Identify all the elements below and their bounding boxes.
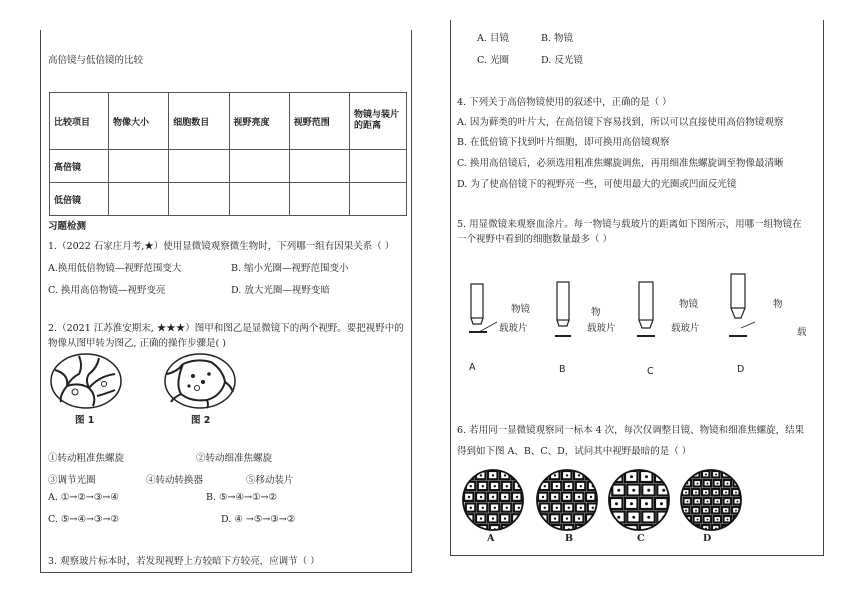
table-row: [50, 183, 407, 216]
table-header: 比较项目: [50, 93, 109, 150]
q2-step-4: ④转动转换器: [146, 475, 204, 486]
section-title: 习题检测: [48, 221, 87, 232]
q4-stem: 4. 下列关于高倍物镜使用的叙述中，正确的是（ ）: [457, 97, 672, 108]
q2-step-1: ①转动粗准焦螺旋: [48, 453, 125, 464]
q3-option-c: C. 光圈: [477, 55, 509, 66]
q5-stem-line2: 一个视野中看到的细胞数量最多（ ）: [457, 234, 613, 245]
comparison-title: 高倍镜与低倍镜的比较: [48, 55, 144, 66]
q2-step-3: ③调节光圈: [48, 475, 96, 486]
q4-option-c: C. 换用高倍镜后，必须选用粗准焦螺旋调焦，再用细准焦螺旋调至物像最清晰: [457, 158, 784, 169]
q2-step-5: ⑤移动装片: [246, 475, 294, 486]
q2-stem-line1: 2.（2021 江苏淮安期末, ★★★）图甲和图乙是显微镜下的两个视野。要把视野中的: [48, 323, 404, 334]
q1-stem: 1.（2022 石家庄月考,★）使用显微镜观察微生物时，下列哪一组有因果关系（ ）: [48, 241, 395, 252]
left-page: [40, 30, 412, 573]
table-header: 物像大小: [109, 93, 169, 150]
q2-option-c: C. ⑤→④→③→②: [48, 514, 119, 525]
figure-1-image: [49, 352, 123, 410]
row-label: 低倍镜: [50, 183, 109, 216]
table-row: [50, 150, 407, 183]
q6-stem-line1: 6. 若用同一显微镜观察同一标本 4 次，每次仅调整目镜、物镜和细准焦螺旋，结果: [457, 425, 805, 436]
fov-c-letter: C: [637, 533, 645, 544]
table-header: 物镜与装片的距离: [350, 93, 407, 150]
table-header: 细胞数目: [169, 93, 229, 150]
q3-option-d: D. 反光镜: [541, 55, 583, 66]
table-header: 视野范围: [289, 93, 349, 150]
q3-option-b: B. 物镜: [541, 33, 574, 44]
figure-2-caption: 图 2: [191, 415, 211, 426]
row-label: 高倍镜: [50, 150, 109, 183]
q1-option-a: A.换用低倍物镜—视野范围变大: [48, 263, 182, 274]
objective-c-letter: C: [647, 366, 654, 377]
q2-option-a: A. ①→②→③→④: [48, 492, 119, 503]
slide-c-label: 载玻片: [671, 323, 700, 334]
right-page: [450, 20, 824, 556]
figure-1-caption: 图 1: [75, 415, 95, 426]
q4-option-a: A. 因为藓类的叶片大，在高倍镜下容易找到，所以可以直接使用高倍物镜观察: [457, 117, 784, 128]
fov-circle: [609, 470, 685, 532]
slide-b-label: 载玻片: [587, 323, 616, 334]
objective-a-letter: A: [469, 362, 476, 373]
fov-circles: [459, 468, 817, 532]
q1-option-b: B. 缩小光圈—视野范围变小: [231, 263, 349, 274]
slide-a-label: 载玻片: [499, 323, 528, 334]
q4-option-d: D. 为了使高倍镜下的视野亮一些，可使用最大的光圈或凹面反光镜: [457, 179, 737, 190]
q5-stem-line1: 5. 用显微镜来观察血涂片。每一物镜与载玻片的距离如下图所示，用哪一组物镜在: [457, 219, 802, 230]
q4-option-b: B. 在低倍镜下找到叶片细胞，即可换用高倍镜观察: [457, 137, 670, 148]
q2-step-2: ②转动细准焦螺旋: [196, 453, 273, 464]
q1-option-d: D. 放大光圈—视野变暗: [231, 285, 330, 296]
field-of-view-row: [459, 468, 817, 532]
q3-option-a: A. 目镜: [477, 33, 509, 44]
table-header: 视野亮度: [229, 93, 289, 150]
figure-2-image: [163, 352, 237, 410]
q6-stem-line2: 得到如下图 A、B、C、D，试问其中视野最暗的是（ ）: [457, 446, 692, 457]
q2-option-b: B. ⑤→④→①→②: [206, 492, 277, 503]
fov-circle: [463, 470, 535, 532]
q2-option-d: D. ④ →⑤→③→②: [221, 514, 296, 525]
fov-a-letter: A: [487, 533, 495, 544]
objective-d-label: 物: [773, 299, 783, 310]
fov-circle: [681, 470, 751, 532]
comparison-table: [49, 92, 407, 216]
q1-option-c: C. 换用高倍物镜—视野变亮: [48, 285, 166, 296]
q3-stem: 3. 观察玻片标本时，若发现视野上方较暗下方较亮，应调节（ ）: [48, 556, 320, 567]
fov-d-letter: D: [703, 533, 712, 544]
objective-b-letter: B: [559, 364, 566, 375]
objective-a-label: 物镜: [511, 304, 531, 315]
objective-b-label: 物: [591, 307, 601, 318]
fov-circle: [537, 470, 609, 532]
slide-d-label: 载: [797, 327, 807, 338]
objective-c-label: 物镜: [679, 299, 699, 310]
q2-stem-line2: 物像从图甲转为图乙, 正确的操作步骤是( ): [48, 338, 226, 349]
fov-b-letter: B: [565, 533, 574, 544]
objective-d-letter: D: [737, 364, 745, 375]
